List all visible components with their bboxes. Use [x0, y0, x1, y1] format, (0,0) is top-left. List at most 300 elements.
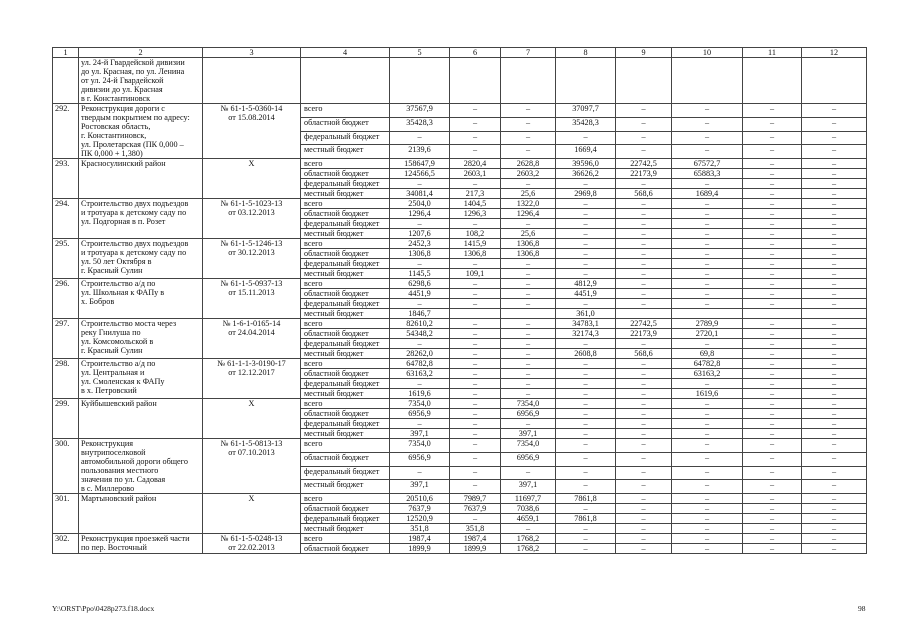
- amount-cell: –: [802, 389, 867, 399]
- amount-cell: –: [802, 229, 867, 239]
- amount-cell: –: [616, 359, 672, 369]
- amount-cell: –: [743, 117, 802, 131]
- amount-cell: –: [616, 389, 672, 399]
- amount-cell: –: [450, 466, 501, 480]
- column-header: 8: [556, 48, 616, 58]
- amount-cell: –: [743, 299, 802, 309]
- amount-cell: –: [556, 379, 616, 389]
- amount-cell: 25,6: [501, 229, 556, 239]
- amount-cell: –: [501, 299, 556, 309]
- object-name: Реконструкция внутрипоселковой автомобильной дороги общего пользования местного значения по ул. Садовая в с. Миллерово: [79, 439, 203, 494]
- footer-file-path: Y:\ORST\Ppo\0428p273.f18.docx: [52, 604, 155, 613]
- amount-cell: –: [616, 179, 672, 189]
- amount-cell: –: [743, 319, 802, 329]
- amount-cell: –: [556, 239, 616, 249]
- amount-cell: 1899,9: [390, 544, 450, 554]
- amount-cell: –: [616, 145, 672, 159]
- funding-source: федеральный бюджет: [301, 379, 390, 389]
- amount-cell: –: [390, 379, 450, 389]
- amount-cell: –: [450, 369, 501, 379]
- amount-cell: –: [556, 359, 616, 369]
- amount-cell: –: [802, 534, 867, 544]
- object-name: Строительство моста через реку Гнилуша по ул. Комсомольской в г. Красный Сулин: [79, 319, 203, 359]
- funding-source: федеральный бюджет: [301, 179, 390, 189]
- amount-cell: –: [743, 259, 802, 269]
- amount-cell: –: [802, 419, 867, 429]
- amount-cell: –: [802, 209, 867, 219]
- amount-cell: 124566,5: [390, 169, 450, 179]
- amount-cell: –: [450, 439, 501, 453]
- amount-cell: –: [450, 259, 501, 269]
- object-name: Строительство двух подъездов и тротуара к детскому саду по ул. Подгорная в п. Розет: [79, 199, 203, 239]
- amount-cell: 1846,7: [390, 309, 450, 319]
- amount-cell: 7354,0: [390, 439, 450, 453]
- amount-cell: 28262,0: [390, 349, 450, 359]
- amount-cell: –: [501, 131, 556, 145]
- funding-source: всего: [301, 159, 390, 169]
- amount-cell: –: [672, 219, 743, 229]
- amount-cell: –: [450, 349, 501, 359]
- amount-cell: –: [616, 504, 672, 514]
- amount-cell: –: [556, 480, 616, 494]
- amount-cell: –: [616, 379, 672, 389]
- amount-cell: –: [802, 179, 867, 189]
- funding-source: всего: [301, 534, 390, 544]
- amount-cell: –: [616, 117, 672, 131]
- amount-cell: –: [743, 524, 802, 534]
- amount-cell: –: [672, 409, 743, 419]
- amount-cell: 6298,6: [390, 279, 450, 289]
- amount-cell: –: [743, 480, 802, 494]
- amount-cell: 397,1: [390, 480, 450, 494]
- amount-cell: –: [672, 269, 743, 279]
- amount-cell: –: [616, 452, 672, 466]
- amount-cell: 35428,3: [390, 117, 450, 131]
- amount-cell: –: [450, 289, 501, 299]
- amount-cell: 2139,6: [390, 145, 450, 159]
- amount-cell: –: [616, 131, 672, 145]
- amount-cell: 63163,2: [672, 369, 743, 379]
- table-row: [53, 439, 867, 453]
- amount-cell: –: [556, 249, 616, 259]
- amount-cell: –: [616, 209, 672, 219]
- table-row: [53, 534, 867, 544]
- amount-cell: –: [450, 117, 501, 131]
- amount-cell: 4659,1: [501, 514, 556, 524]
- amount-cell: –: [743, 359, 802, 369]
- amount-cell: –: [501, 145, 556, 159]
- amount-cell: –: [450, 399, 501, 409]
- amount-cell: –: [672, 494, 743, 504]
- amount-cell: –: [672, 299, 743, 309]
- amount-cell: –: [743, 104, 802, 118]
- column-header: 4: [301, 48, 390, 58]
- amount-cell: –: [450, 514, 501, 524]
- amount-cell: 2969,8: [556, 189, 616, 199]
- amount-cell: –: [556, 452, 616, 466]
- amount-cell: –: [501, 319, 556, 329]
- funding-source: федеральный бюджет: [301, 259, 390, 269]
- amount-cell: 37097,7: [556, 104, 616, 118]
- column-header: 2: [79, 48, 203, 58]
- amount-cell: –: [616, 524, 672, 534]
- amount-cell: 7354,0: [390, 399, 450, 409]
- amount-cell: 2789,9: [672, 319, 743, 329]
- document-reference: № 1-6-1-0165-14 от 24.04.2014: [203, 319, 301, 359]
- funding-source: областной бюджет: [301, 117, 390, 131]
- funding-source: местный бюджет: [301, 429, 390, 439]
- amount-cell: –: [672, 439, 743, 453]
- amount-cell: 34783,1: [556, 319, 616, 329]
- amount-cell: –: [616, 259, 672, 269]
- amount-cell: –: [616, 229, 672, 239]
- amount-cell: –: [743, 145, 802, 159]
- amount-cell: –: [802, 359, 867, 369]
- amount-cell: –: [743, 131, 802, 145]
- amount-cell: 2720,1: [672, 329, 743, 339]
- amount-cell: –: [743, 504, 802, 514]
- amount-cell: 22742,5: [616, 159, 672, 169]
- funding-source: всего: [301, 279, 390, 289]
- amount-cell: –: [672, 544, 743, 554]
- amount-cell: –: [743, 239, 802, 249]
- amount-cell: –: [672, 339, 743, 349]
- table-row: [53, 199, 867, 209]
- amount-cell: 6956,9: [390, 452, 450, 466]
- item-number: 296.: [53, 279, 79, 319]
- table-row: [53, 159, 867, 169]
- table-row: [53, 359, 867, 369]
- amount-cell: –: [743, 369, 802, 379]
- funding-source: местный бюджет: [301, 229, 390, 239]
- object-name: Красносулинский район: [79, 159, 203, 199]
- object-name: Строительство а/д по ул. Школьная к ФАПу в х. Бобров: [79, 279, 203, 319]
- amount-cell: –: [743, 534, 802, 544]
- object-name: Мартыновский район: [79, 494, 203, 534]
- item-number: 301.: [53, 494, 79, 534]
- amount-cell: –: [450, 104, 501, 118]
- amount-cell: –: [501, 179, 556, 189]
- item-number: 297.: [53, 319, 79, 359]
- amount-cell: –: [802, 494, 867, 504]
- amount-cell: –: [616, 299, 672, 309]
- amount-cell: 7354,0: [501, 439, 556, 453]
- amount-cell: –: [616, 534, 672, 544]
- amount-cell: –: [616, 439, 672, 453]
- funding-source: областной бюджет: [301, 452, 390, 466]
- amount-cell: –: [743, 379, 802, 389]
- amount-cell: 82610,2: [390, 319, 450, 329]
- amount-cell: 397,1: [501, 480, 556, 494]
- amount-cell: –: [556, 369, 616, 379]
- amount-cell: 7038,6: [501, 504, 556, 514]
- amount-cell: –: [743, 429, 802, 439]
- amount-cell: 2628,8: [501, 159, 556, 169]
- item-number: 294.: [53, 199, 79, 239]
- amount-cell: –: [802, 299, 867, 309]
- amount-cell: –: [802, 480, 867, 494]
- amount-cell: 1768,2: [501, 534, 556, 544]
- amount-cell: –: [802, 131, 867, 145]
- document-reference: X: [203, 399, 301, 439]
- amount-cell: 7637,9: [450, 504, 501, 514]
- amount-cell: 11697,7: [501, 494, 556, 504]
- amount-cell: –: [743, 466, 802, 480]
- amount-cell: –: [390, 219, 450, 229]
- amount-cell: –: [556, 504, 616, 514]
- amount-cell: –: [556, 219, 616, 229]
- amount-cell: –: [501, 259, 556, 269]
- funding-source: всего: [301, 494, 390, 504]
- amount-cell: –: [743, 494, 802, 504]
- amount-cell: 22173,9: [616, 169, 672, 179]
- item-number: 292.: [53, 104, 79, 159]
- amount-cell: 67572,7: [672, 159, 743, 169]
- item-number: 302.: [53, 534, 79, 554]
- funding-source: областной бюджет: [301, 209, 390, 219]
- funding-source: всего: [301, 239, 390, 249]
- amount-cell: –: [556, 209, 616, 219]
- amount-cell: 1306,8: [450, 249, 501, 259]
- funding-source: всего: [301, 104, 390, 118]
- amount-cell: –: [672, 504, 743, 514]
- continuation-row: [53, 58, 867, 104]
- amount-cell: 1899,9: [450, 544, 501, 554]
- amount-cell: –: [501, 369, 556, 379]
- funding-source: местный бюджет: [301, 480, 390, 494]
- amount-cell: –: [672, 229, 743, 239]
- amount-cell: –: [802, 249, 867, 259]
- amount-cell: –: [672, 534, 743, 544]
- amount-cell: 351,8: [450, 524, 501, 534]
- amount-cell: –: [501, 466, 556, 480]
- amount-cell: –: [802, 145, 867, 159]
- amount-cell: –: [802, 466, 867, 480]
- amount-cell: –: [743, 329, 802, 339]
- table-row: [53, 399, 867, 409]
- amount-cell: –: [390, 259, 450, 269]
- column-header: 7: [501, 48, 556, 58]
- amount-cell: 22173,9: [616, 329, 672, 339]
- amount-cell: 397,1: [390, 429, 450, 439]
- item-number: 298.: [53, 359, 79, 399]
- amount-cell: –: [556, 199, 616, 209]
- amount-cell: 22742,5: [616, 319, 672, 329]
- amount-cell: 65883,3: [672, 169, 743, 179]
- amount-cell: –: [501, 524, 556, 534]
- amount-cell: –: [672, 399, 743, 409]
- amount-cell: –: [450, 452, 501, 466]
- amount-cell: –: [501, 389, 556, 399]
- amount-cell: –: [802, 289, 867, 299]
- document-reference: № 61-1-5-0248-13 от 22.02.2013: [203, 534, 301, 554]
- amount-cell: 109,1: [450, 269, 501, 279]
- amount-cell: 7861,8: [556, 514, 616, 524]
- amount-cell: 4812,9: [556, 279, 616, 289]
- column-header: 3: [203, 48, 301, 58]
- amount-cell: 351,8: [390, 524, 450, 534]
- amount-cell: 35428,3: [556, 117, 616, 131]
- amount-cell: –: [672, 145, 743, 159]
- amount-cell: 20510,6: [390, 494, 450, 504]
- amount-cell: 217,3: [450, 189, 501, 199]
- funding-source: областной бюджет: [301, 504, 390, 514]
- amount-cell: 2452,3: [390, 239, 450, 249]
- amount-cell: –: [802, 269, 867, 279]
- amount-cell: –: [616, 466, 672, 480]
- amount-cell: –: [556, 179, 616, 189]
- amount-cell: –: [556, 229, 616, 239]
- document-reference: № 61-1-5-0937-13 от 15.11.2013: [203, 279, 301, 319]
- item-number: 293.: [53, 159, 79, 199]
- amount-cell: –: [672, 179, 743, 189]
- amount-cell: –: [743, 279, 802, 289]
- amount-cell: –: [672, 249, 743, 259]
- amount-cell: 2603,2: [501, 169, 556, 179]
- amount-cell: –: [672, 199, 743, 209]
- amount-cell: –: [802, 319, 867, 329]
- amount-cell: 1322,0: [501, 199, 556, 209]
- table-row: [53, 319, 867, 329]
- amount-cell: –: [672, 429, 743, 439]
- amount-cell: –: [802, 189, 867, 199]
- amount-cell: –: [743, 389, 802, 399]
- amount-cell: 4451,9: [390, 289, 450, 299]
- amount-cell: –: [501, 379, 556, 389]
- page-number: 98: [858, 604, 866, 613]
- amount-cell: –: [556, 524, 616, 534]
- amount-cell: –: [672, 480, 743, 494]
- funding-source: всего: [301, 399, 390, 409]
- item-number: 299.: [53, 399, 79, 439]
- amount-cell: –: [802, 169, 867, 179]
- amount-cell: 37567,9: [390, 104, 450, 118]
- amount-cell: –: [616, 289, 672, 299]
- column-number-row: [53, 48, 867, 58]
- amount-cell: –: [450, 480, 501, 494]
- amount-cell: –: [556, 299, 616, 309]
- amount-cell: –: [556, 544, 616, 554]
- amount-cell: –: [743, 439, 802, 453]
- amount-cell: –: [616, 494, 672, 504]
- funding-source: местный бюджет: [301, 145, 390, 159]
- amount-cell: –: [672, 524, 743, 534]
- amount-cell: 63163,2: [390, 369, 450, 379]
- amount-cell: –: [501, 279, 556, 289]
- amount-cell: 1306,8: [501, 239, 556, 249]
- amount-cell: [743, 309, 802, 319]
- amount-cell: –: [672, 209, 743, 219]
- amount-cell: 2608,8: [556, 349, 616, 359]
- amount-cell: 1296,4: [390, 209, 450, 219]
- amount-cell: –: [556, 439, 616, 453]
- amount-cell: 2820,4: [450, 159, 501, 169]
- funding-source: областной бюджет: [301, 409, 390, 419]
- amount-cell: 25,6: [501, 189, 556, 199]
- amount-cell: –: [390, 179, 450, 189]
- amount-cell: –: [743, 249, 802, 259]
- amount-cell: –: [616, 480, 672, 494]
- amount-cell: –: [501, 269, 556, 279]
- amount-cell: –: [672, 379, 743, 389]
- funding-source: областной бюджет: [301, 544, 390, 554]
- object-name: Строительство а/д по ул. Центральная и ул. Смоленская к ФАПу в х. Петровский: [79, 359, 203, 399]
- amount-cell: [672, 309, 743, 319]
- funding-source: местный бюджет: [301, 524, 390, 534]
- amount-cell: –: [556, 399, 616, 409]
- amount-cell: –: [616, 419, 672, 429]
- amount-cell: 1306,8: [501, 249, 556, 259]
- amount-cell: –: [672, 514, 743, 524]
- amount-cell: 568,6: [616, 349, 672, 359]
- funding-source: федеральный бюджет: [301, 219, 390, 229]
- amount-cell: –: [556, 466, 616, 480]
- amount-cell: 64782,8: [672, 359, 743, 369]
- amount-cell: –: [743, 544, 802, 554]
- amount-cell: 1207,6: [390, 229, 450, 239]
- amount-cell: –: [743, 229, 802, 239]
- amount-cell: –: [616, 279, 672, 289]
- column-header: 6: [450, 48, 501, 58]
- amount-cell: –: [450, 339, 501, 349]
- funding-source: всего: [301, 199, 390, 209]
- object-name: Строительство двух подъездов и тротуара к детскому саду по ул. 50 лет Октября в г. Красный Сулин: [79, 239, 203, 279]
- amount-cell: –: [450, 131, 501, 145]
- amount-cell: –: [802, 544, 867, 554]
- amount-cell: –: [802, 452, 867, 466]
- amount-cell: 1145,5: [390, 269, 450, 279]
- funding-source: областной бюджет: [301, 169, 390, 179]
- document-reference: X: [203, 159, 301, 199]
- funding-source: федеральный бюджет: [301, 419, 390, 429]
- amount-cell: –: [390, 131, 450, 145]
- amount-cell: –: [450, 419, 501, 429]
- amount-cell: –: [743, 289, 802, 299]
- document-reference: № 61-1-5-0360-14 от 15.08.2014: [203, 104, 301, 159]
- amount-cell: –: [616, 219, 672, 229]
- amount-cell: –: [556, 259, 616, 269]
- amount-cell: 39596,0: [556, 159, 616, 169]
- document-reference: № 61-1-5-1246-13 от 30.12.2013: [203, 239, 301, 279]
- amount-cell: –: [616, 409, 672, 419]
- funding-source: всего: [301, 359, 390, 369]
- column-header: 10: [672, 48, 743, 58]
- amount-cell: –: [501, 349, 556, 359]
- amount-cell: –: [672, 239, 743, 249]
- amount-cell: –: [802, 117, 867, 131]
- amount-cell: 7861,8: [556, 494, 616, 504]
- amount-cell: –: [802, 369, 867, 379]
- amount-cell: 361,0: [556, 309, 616, 319]
- amount-cell: –: [616, 399, 672, 409]
- amount-cell: 1669,4: [556, 145, 616, 159]
- funding-source: областной бюджет: [301, 329, 390, 339]
- funding-source: федеральный бюджет: [301, 339, 390, 349]
- amount-cell: –: [501, 339, 556, 349]
- amount-cell: –: [743, 169, 802, 179]
- funding-source: федеральный бюджет: [301, 514, 390, 524]
- amount-cell: –: [501, 329, 556, 339]
- table-body: [53, 58, 867, 554]
- amount-cell: –: [556, 389, 616, 399]
- funding-source: местный бюджет: [301, 189, 390, 199]
- amount-cell: 6956,9: [390, 409, 450, 419]
- amount-cell: 1987,4: [450, 534, 501, 544]
- amount-cell: –: [501, 104, 556, 118]
- funding-source: областной бюджет: [301, 249, 390, 259]
- item-number: 295.: [53, 239, 79, 279]
- column-header: 9: [616, 48, 672, 58]
